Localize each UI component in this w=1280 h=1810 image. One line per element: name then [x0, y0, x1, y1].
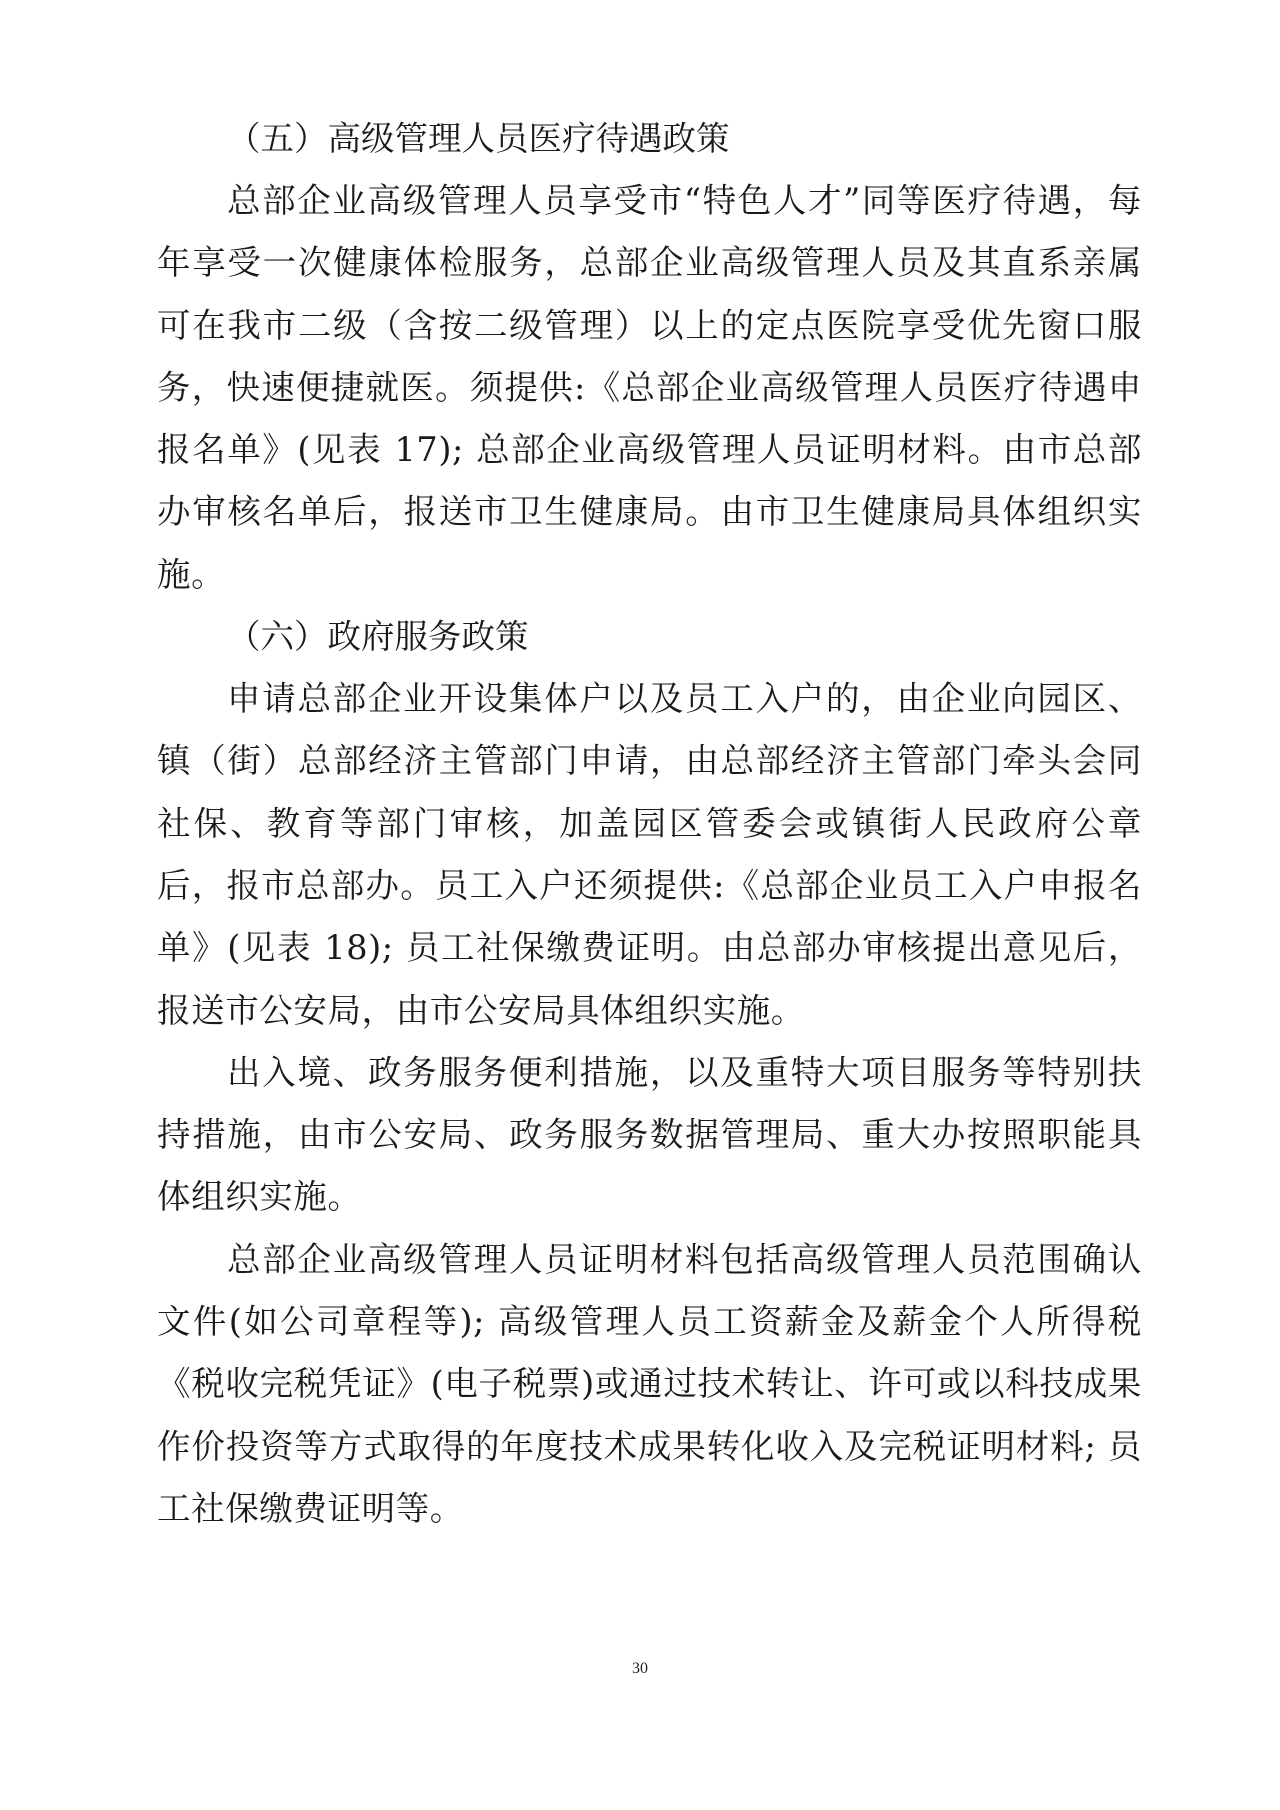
page-body: [157, 108, 1142, 1540]
section-heading-6: （六）政府服务政策: [227, 617, 529, 657]
section-6-paragraph-2: 出入境、政务服务便利措施，以及重特大项目服务等特别扶持措施，由市公安局、政务服务数据管理局、重大办按照职能具体组织实施。: [157, 1052, 1142, 1217]
section-6-paragraph-1: 申请总部企业开设集体户以及员工入户的，由企业向园区、镇（街）总部经济主管部门申请，由总部经济主管部门牵头会同社保、教育等部门审核，加盖园区管委会或镇街人民政府公章后，报市总部办。员工入户还须提供:《总部企业员工入户申报名单》(见表 18); 员工社保缴费证明。由总部办审核提出意见后，报送市公安局，由市公安局具体组织实施。: [157, 679, 1142, 1030]
section-heading-5: （五）高级管理人员医疗待遇政策: [227, 119, 730, 158]
page-number: 30: [632, 1660, 648, 1677]
section-5-paragraph: 总部企业高级管理人员享受市“特色人才”同等医疗待遇，每年享受一次健康体检服务，总部企业高级管理人员及其直系亲属可在我市二级（含按二级管理）以上的定点医院享受优先窗口服务，快速便捷就医。须提供:《总部企业高级管理人员医疗待遇申报名单》(见表 17); 总部企业高级管理人员证明材料。由市总部办审核名单后，报送市卫生健康局。由市卫生健康局具体组织实施。: [157, 181, 1142, 594]
section-6-paragraph-3: 总部企业高级管理人员证明材料包括高级管理人员范围确认文件(如公司章程等); 高级管理人员工资薪金及薪金个人所得税《税收完税凭证》(电子税票)或通过技术转让、许可或以科技成果作价投资等方式取得的年度技术成果转化收入及完税证明材料; 员工社保缴费证明等。: [157, 1239, 1142, 1528]
